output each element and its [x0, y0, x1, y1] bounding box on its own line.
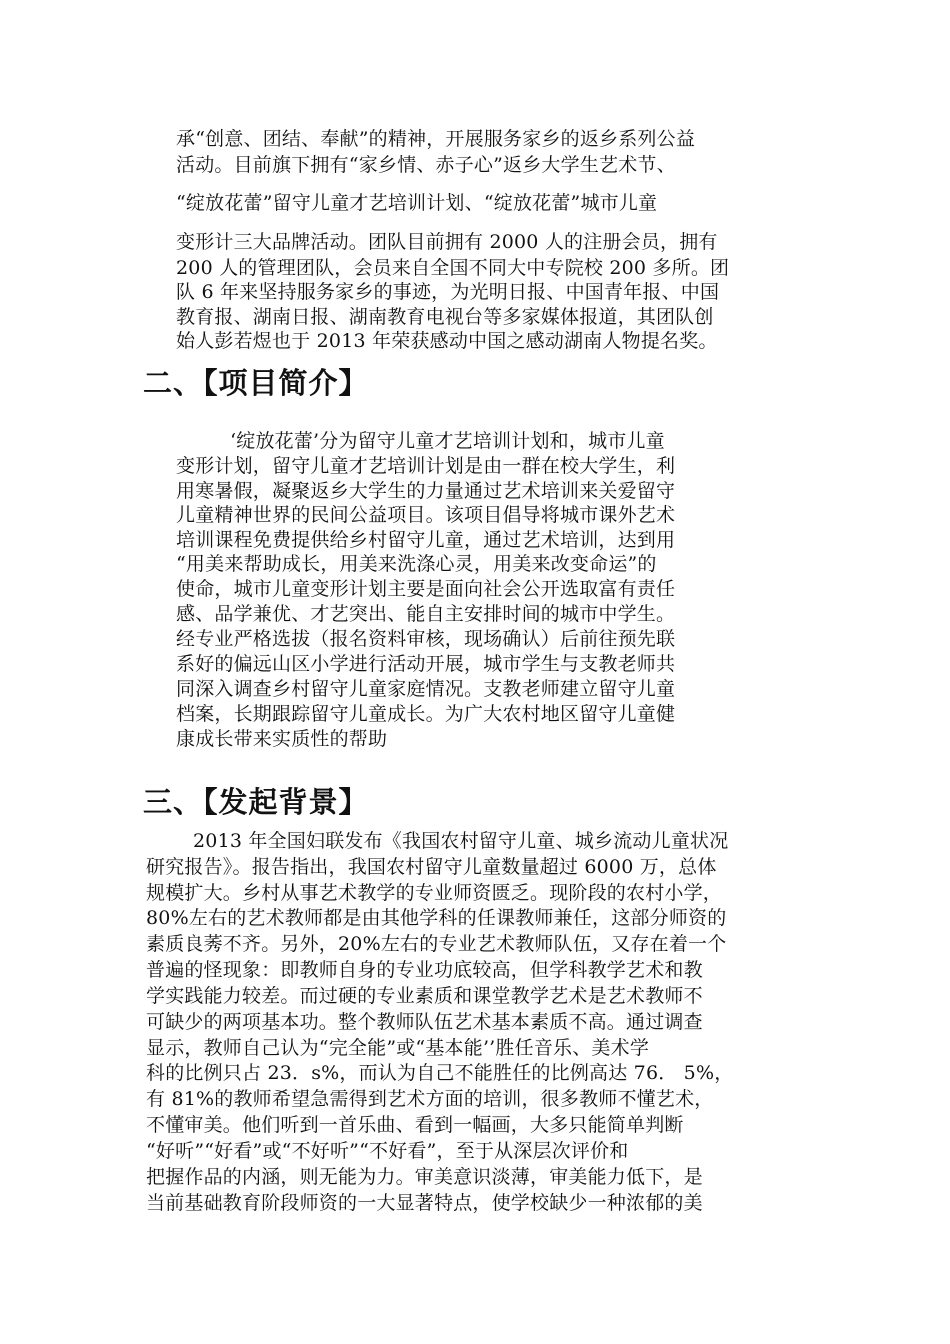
text-line: 活动。目前旗下拥有“家乡情、赤子心”返乡大学生艺术节、	[176, 154, 676, 176]
text-line: 使命，城市儿童变形计划主要是面向社会公开选取富有责任	[176, 578, 676, 600]
text-line: 规模扩大。乡村从事艺术教学的专业师资匮乏。现阶段的农村小学，	[146, 882, 723, 904]
text-line: 档案，长期跟踪留守儿童成长。为广大农村地区留守儿童健	[176, 703, 676, 725]
text-line: 用寒暑假，凝聚返乡大学生的力量通过艺术培训来关爱留守	[176, 480, 676, 502]
text-line: 同深入调查乡村留守儿童家庭情况。支教老师建立留守儿童	[176, 678, 676, 700]
text-line: 教育报、湖南日报、湖南教育电视台等多家媒体报道，其团队创	[176, 306, 714, 328]
text-line: 有 81%的教师希望急需得到艺术方面的培训，很多教师不懂艺术，	[146, 1088, 714, 1110]
text-line: 康成长带来实质性的帮助	[176, 728, 388, 750]
text-line: ‘绽放花蕾’分为留守儿童才艺培训计划和，城市儿童	[230, 430, 665, 452]
text-line: 学实践能力较差。而过硬的专业素质和课堂教学艺术是艺术教师不	[146, 985, 703, 1007]
text-line: 当前基础教育阶段师资的一大显著特点，使学校缺少一种浓郁的美	[146, 1192, 703, 1214]
text-line: 始人彭若煜也于 2013 年荣获感动中国之感动湖南人物提名奖。	[176, 330, 718, 352]
text-line: 儿童精神世界的民间公益项目。该项目倡导将城市课外艺术	[176, 504, 676, 526]
text-line: 系好的偏远山区小学进行活动开展，城市学生与支教老师共	[176, 653, 676, 675]
text-line: 变形计三大品牌活动。团队目前拥有 2000 人的注册会员，拥有	[176, 231, 718, 253]
text-line: 普遍的怪现象：即教师自身的专业功底较高，但学科教学艺术和教	[146, 959, 703, 981]
text-line: 显示，教师自己认为“完全能”或“基本能’’胜任音乐、美术学	[146, 1037, 650, 1059]
text-line: “用美来帮助成长，用美来洗涤心灵，用美来改变命运”的	[176, 553, 657, 575]
text-line: 2013 年全国妇联发布《我国农村留守儿童、城乡流动儿童状况	[193, 830, 729, 852]
text-line: 队 6 年来坚持服务家乡的事迹，为光明日报、中国青年报、中国	[176, 281, 720, 303]
text-line: 把握作品的内涵，则无能为力。审美意识淡薄，审美能力低下，是	[146, 1166, 703, 1188]
text-line: 素质良莠不齐。另外，20%左右的专业艺术教师队伍，又存在着一个	[146, 933, 727, 955]
text-line: 200 人的管理团队，会员来自全国不同大中专院校 200 多所。团	[176, 257, 730, 279]
text-line: 承“创意、团结、奉献”的精神，开展服务家乡的返乡系列公益	[176, 128, 696, 150]
section-heading-project-intro: 二、【项目简介】	[143, 366, 369, 400]
text-line: “好听”“好看”或“不好听”“不好看”，至于从深层次评价和	[146, 1140, 629, 1162]
text-line: “绽放花蕾”留守儿童才艺培训计划、“绽放花蕾”城市儿童	[176, 192, 658, 214]
text-line: 变形计划，留守儿童才艺培训计划是由一群在校大学生，利	[176, 455, 676, 477]
text-line: 培训课程免费提供给乡村留守儿童，通过艺术培训，达到用	[176, 529, 676, 551]
text-line: 不懂审美。他们听到一首乐曲、看到一幅画，大多只能简单判断	[146, 1114, 684, 1136]
text-line: 可缺少的两项基本功。整个教师队伍艺术基本素质不高。通过调查	[146, 1011, 703, 1033]
text-line: 感、品学兼优、才艺突出、能自主安排时间的城市中学生。	[176, 603, 676, 625]
text-line: 80%左右的艺术教师都是由其他学科的任课教师兼任，这部分师资的	[146, 907, 727, 929]
section-heading-background: 三、【发起背景】	[143, 785, 369, 819]
text-line: 研究报告》。报告指出，我国农村留守儿童数量超过 6000 万，总体	[146, 856, 717, 878]
text-line: 经专业严格选拔（报名资料审核，现场确认）后前往预先联	[176, 628, 676, 650]
text-line: 科的比例只占 23．s%，而认为自己不能胜任的比例高达 76． 5%，	[146, 1062, 734, 1084]
